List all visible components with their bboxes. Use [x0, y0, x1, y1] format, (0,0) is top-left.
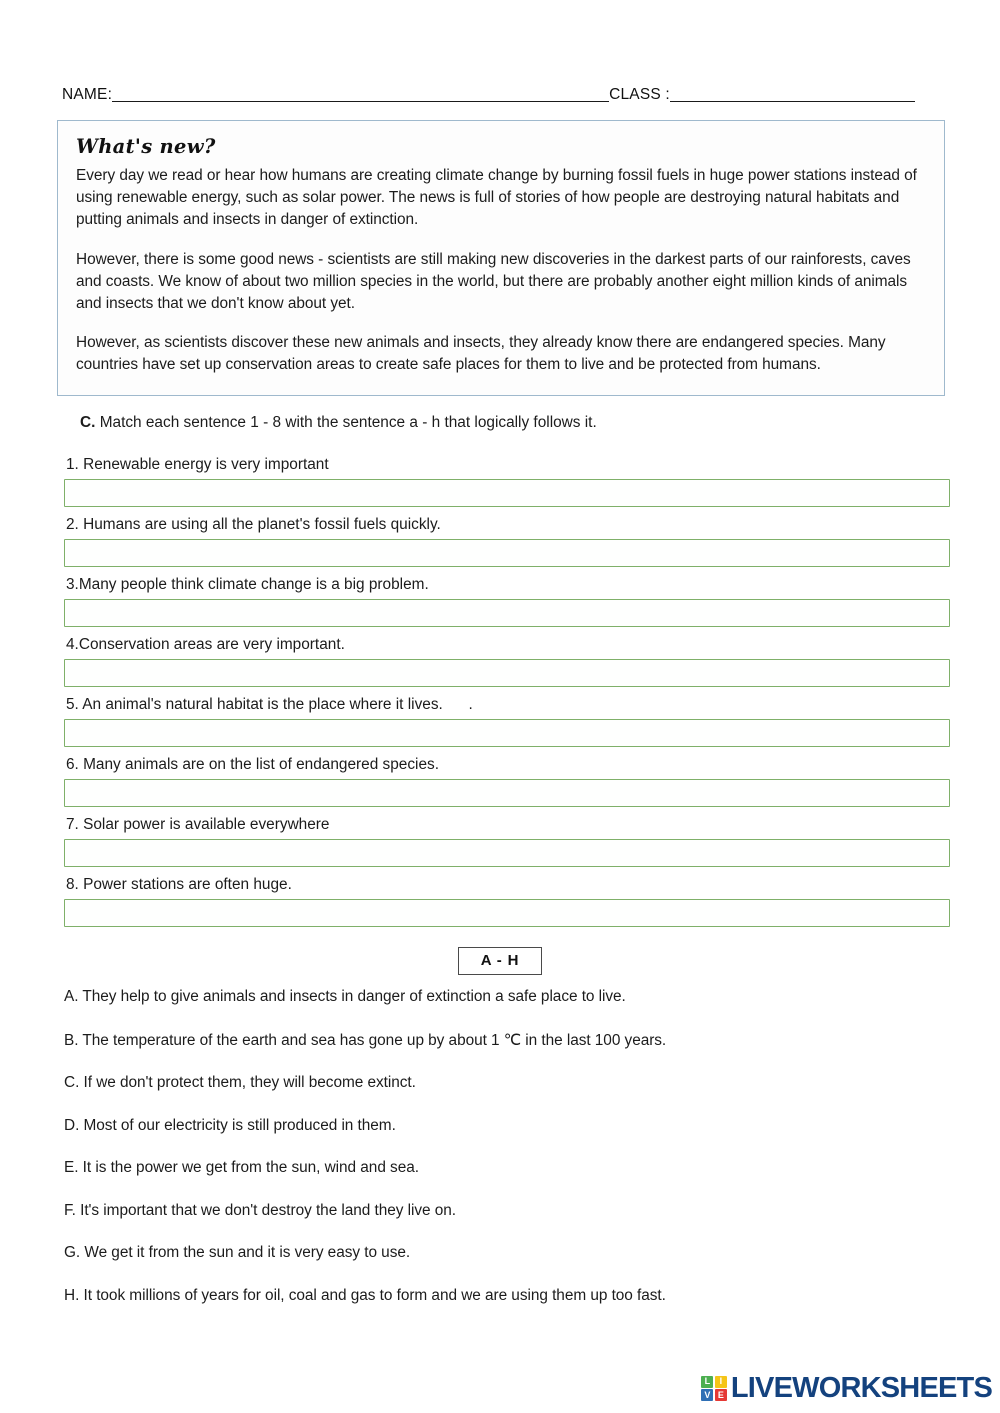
answer-input-6[interactable] [64, 779, 950, 807]
answer-input-4[interactable] [64, 659, 950, 687]
question-item-4 [64, 636, 954, 687]
question-text-1: 1. Renewable energy is very important [66, 456, 329, 473]
question-item-8 [64, 876, 954, 927]
answer-bank-header [0, 947, 1000, 975]
question-text-4: 4.Conservation areas are very important. [66, 636, 345, 653]
question-text-7: 7. Solar power is available everywhere [66, 816, 330, 833]
answer-input-1[interactable] [64, 479, 950, 507]
answer-input-8[interactable] [64, 899, 950, 927]
question-item-2 [64, 516, 954, 567]
answer-input-5[interactable] [64, 719, 950, 747]
exercise-instruction [80, 414, 597, 432]
answer-input-3[interactable] [64, 599, 950, 627]
liveworksheets-mark-icon [701, 1376, 727, 1402]
logo-cell-l: L [701, 1376, 713, 1388]
question-item-3 [64, 576, 954, 627]
question-text-6: 6. Many animals are on the list of endangered species. [66, 756, 440, 773]
exercise-label: C. [80, 414, 96, 431]
matching-questions-list [64, 456, 954, 936]
answer-bank-badge: A - H [458, 947, 542, 975]
logo-cell-i: I [715, 1376, 727, 1388]
liveworksheets-logo [701, 1372, 992, 1405]
logo-cell-v: V [701, 1389, 713, 1401]
student-info-line [62, 86, 940, 104]
answer-option-b: B. The temperature of the earth and sea has gone up by about 1 ℃ in the last 100 years. [64, 1031, 667, 1049]
name-label: NAME: [62, 86, 113, 103]
class-write-line[interactable] [670, 88, 915, 102]
question-item-7 [64, 816, 954, 867]
answer-option-h: H. It took millions of years for oil, coal and gas to form and we are using them up too fast. [64, 1286, 666, 1304]
question-text-8: 8. Power stations are often huge. [66, 876, 292, 893]
question-text-5: 5. An animal's natural habitat is the place where it lives. . [66, 696, 473, 713]
passage-title: What's new? [76, 135, 216, 158]
answer-input-2[interactable] [64, 539, 950, 567]
exercise-instruction-text: Match each sentence 1 - 8 with the sentence a - h that logically follows it. [99, 414, 597, 431]
passage-paragraph-3: However, as scientists discover these new animals and insects, they already know there are endangered species. Many countries have set up conservation areas to create safe places for them to live and be protected from humans. [76, 334, 886, 374]
answer-options-list [64, 988, 954, 1329]
logo-cell-e: E [715, 1389, 727, 1401]
answer-option-e: E. It is the power we get from the sun, wind and sea. [64, 1159, 419, 1176]
answer-option-d: D. Most of our electricity is still produced in them. [64, 1116, 396, 1134]
answer-input-7[interactable] [64, 839, 950, 867]
passage-paragraph-2: However, there is some good news - scientists are still making new discoveries in the darkest parts of our rainforests, caves and coasts. We know of about two million species in the world, but there are probably another eight million kinds of animals and insects that we don't know about yet. [76, 250, 911, 312]
answer-option-a: A. They help to give animals and insects in danger of extinction a safe place to live. [64, 988, 626, 1005]
question-item-1 [64, 456, 954, 507]
class-label: CLASS : [609, 86, 670, 103]
name-write-line[interactable] [112, 88, 609, 102]
liveworksheets-wordmark: LIVEWORKSHEETS [730, 1372, 992, 1404]
answer-option-g: G. We get it from the sun and it is very easy to use. [64, 1244, 411, 1261]
passage-paragraph-1: Every day we read or hear how humans are creating climate change by burning fossil fuels in huge power stations instead of using renewable energy, such as solar power. The news is full of stories of how people are destroying natural habitats and putting animals and insects in danger of extinction. [76, 167, 917, 229]
reading-passage-box [57, 120, 945, 396]
question-text-2: 2. Humans are using all the planet's fossil fuels quickly. [66, 516, 441, 533]
question-item-6 [64, 756, 954, 807]
question-text-3: 3.Many people think climate change is a big problem. [66, 576, 429, 593]
answer-option-f: F. It's important that we don't destroy the land they live on. [64, 1201, 457, 1219]
question-item-5 [64, 696, 954, 747]
answer-option-c: C. If we don't protect them, they will become extinct. [64, 1074, 416, 1091]
